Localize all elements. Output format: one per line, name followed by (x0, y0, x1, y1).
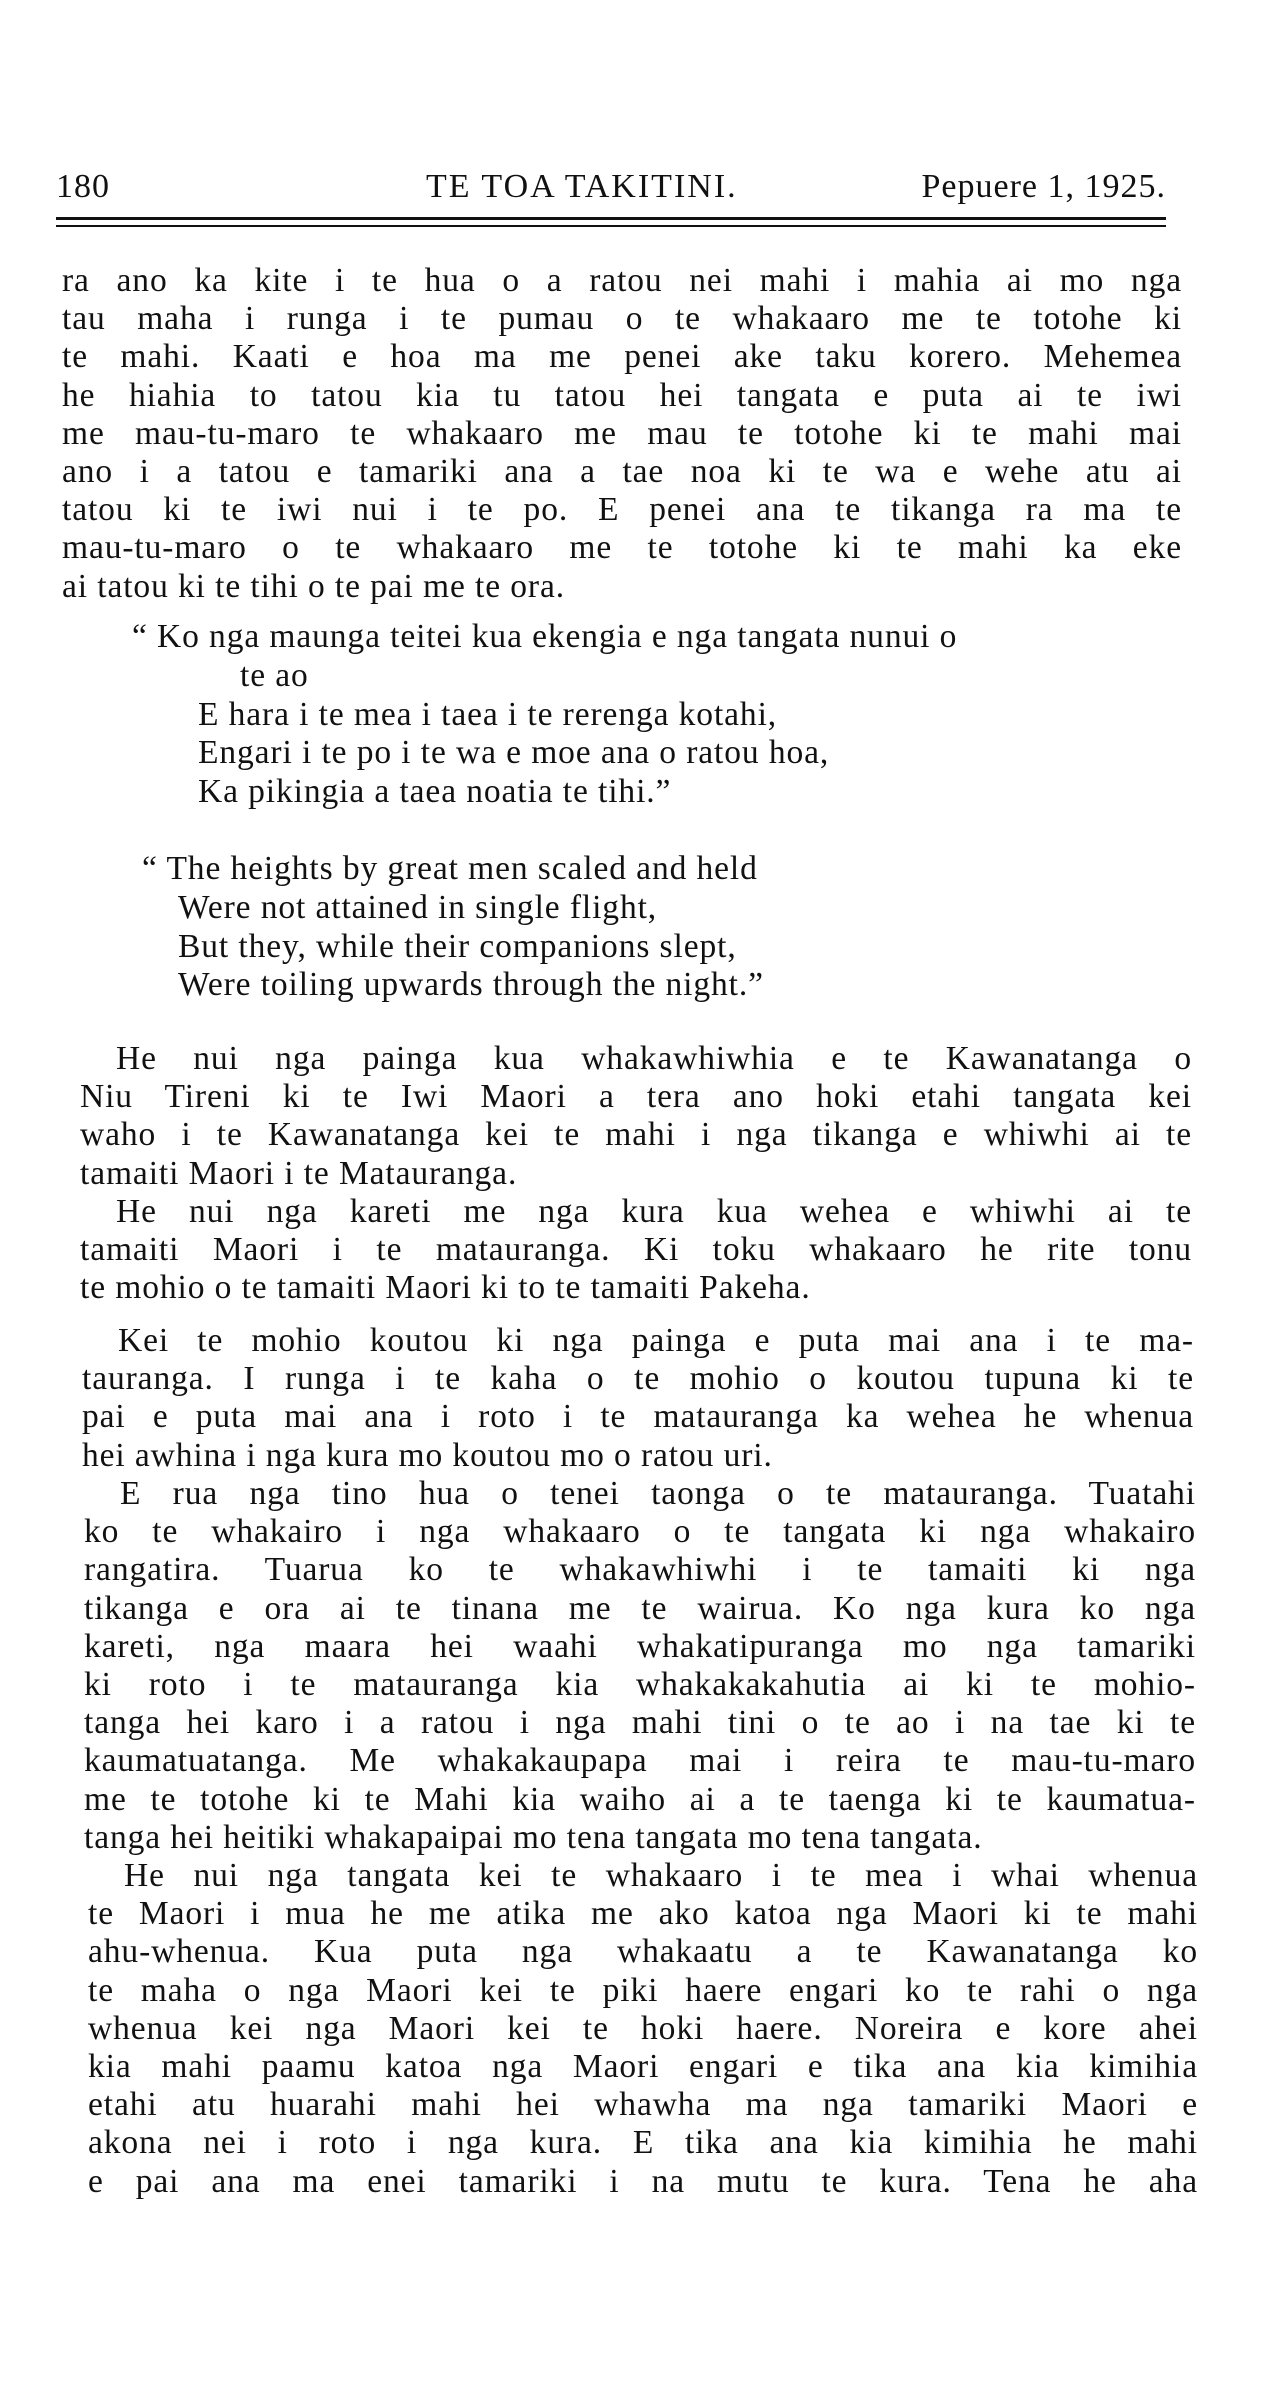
text-line: akona nei i roto i nga kura. E tika ana kia kimihia he mahi (88, 2124, 1198, 2162)
verse-line: But they, while their companions slept, (178, 927, 737, 965)
text-line: tanga hei heitiki whakapaipai mo tena tangata mo tena tangata. (84, 1818, 983, 1856)
maori-verse (132, 618, 957, 812)
text-line: Niu Tireni ki te Iwi Maori a tera ano hoki etahi tangata kei (80, 1078, 1192, 1116)
text-line: Kei te mohio koutou ki nga painga e puta mai ana i te ma- (118, 1322, 1194, 1359)
page-number: 180 (56, 168, 110, 205)
verse-line: “ Ko nga maunga teitei kua ekengia e nga tangata nunui o (132, 618, 958, 655)
text-line: ahu-whenua. Kua puta nga whakaatu a te Kawanatanga ko (88, 1933, 1198, 1971)
text-line: etahi atu huarahi mahi hei whawha ma nga tamariki Maori e (88, 2086, 1198, 2124)
text-line: ki roto i te matauranga kia whakakakahutia ai ki te mohio- (84, 1666, 1196, 1704)
paragraph-4 (84, 1475, 1196, 1857)
text-line: He nui nga tangata kei te whakaaro i te mea i whai whenua (124, 1857, 1198, 1894)
paragraph-3 (82, 1322, 1194, 1475)
text-line: tau maha i runga i te pumau o te whakaaro me te totohe ki (62, 300, 1182, 338)
text-line: kia mahi paamu katoa nga Maori engari e tika ana kia kimihia (88, 2048, 1198, 2086)
text-line: waho i te Kawanatanga kei te mahi i nga tikanga e whiwhi ai te (80, 1116, 1192, 1154)
issue-date: Pepuere 1, 1925. (921, 168, 1166, 205)
text-line: hei awhina i nga kura mo koutou mo o ratou uri. (82, 1436, 773, 1474)
verse-line: Were toiling upwards through the night.” (178, 966, 764, 1004)
verse-line: Were not attained in single flight, (178, 888, 658, 926)
text-line: tikanga e ora ai te tinana me te wairua. Ko nga kura ko nga (84, 1589, 1196, 1627)
paragraph-2 (80, 1193, 1192, 1308)
text-line: tanga hei karo i a ratou i nga mahi tini o te ao i na tae ki te (84, 1704, 1196, 1742)
text-line: ko te whakairo i nga whakaaro o te tangata ki nga whakairo (84, 1513, 1196, 1551)
text-line: E rua nga tino hua o tenei taonga o te matauranga. Tuatahi (120, 1475, 1196, 1512)
paragraph-1 (80, 1040, 1192, 1193)
text-line: e pai ana ma enei tamariki i na mutu te kura. Tena he aha (88, 2162, 1198, 2200)
opening-paragraph (62, 262, 1182, 606)
publication-title: TE TOA TAKITINI. (426, 168, 738, 205)
text-line: te maha o nga Maori kei te piki haere engari ko te rahi o nga (88, 1971, 1198, 2009)
text-line: He nui nga painga kua whakawhiwhia e te Kawanatanga o (116, 1040, 1192, 1077)
text-line: kaumatuatanga. Me whakakaupapa mai i reira te mau-tu-maro (84, 1742, 1196, 1780)
page-header (56, 168, 1166, 208)
verse-line: E hara i te mea i taea i te rerenga kotahi, (198, 695, 778, 733)
text-line: pai e puta mai ana i roto i te matauranga ka wehea he whenua (82, 1398, 1194, 1436)
header-rule-thick (56, 217, 1166, 220)
text-line: mau-tu-maro o te whakaaro me te totohe ki te mahi ka eke (62, 529, 1182, 567)
text-line: te mahi. Kaati e hoa ma me penei ake taku korero. Mehemea (62, 338, 1182, 376)
text-line: tamaiti Maori i te Matauranga. (80, 1154, 518, 1192)
english-verse (142, 850, 764, 1005)
text-line: rangatira. Tuarua ko te whakawhiwhi i te tamaiti ki nga (84, 1551, 1196, 1589)
text-line: He nui nga kareti me nga kura kua wehea e whiwhi ai te (116, 1193, 1192, 1230)
text-line: me mau-tu-maro te whakaaro me mau te totohe ki te mahi mai (62, 414, 1182, 452)
text-line: he hiahia to tatou kia tu tatou hei tangata e puta ai te iwi (62, 376, 1182, 414)
text-line: ai tatou ki te tihi o te pai me te ora. (62, 567, 566, 605)
text-line: te Maori i mua he me atika me ako katoa nga Maori ki te mahi (88, 1895, 1198, 1933)
text-line: ano i a tatou e tamariki ana a tae noa ki te wa e wehe atu ai (62, 453, 1182, 491)
text-line: kareti, nga maara hei waahi whakatipuranga mo nga tamariki (84, 1627, 1196, 1665)
header-rule-thin (56, 225, 1166, 227)
verse-line: “ The heights by great men scaled and held (142, 850, 758, 887)
text-line: te mohio o te tamaiti Maori ki to te tamaiti Pakeha. (80, 1269, 811, 1307)
text-line: whenua kei nga Maori kei te hoki haere. Noreira e kore ahei (88, 2009, 1198, 2047)
text-line: tatou ki te iwi nui i te po. E penei ana te tikanga ra ma te (62, 491, 1182, 529)
text-line: tauranga. I runga i te kaha o te mohio o koutou tupuna ki te (82, 1360, 1194, 1398)
paragraph-5 (88, 1857, 1198, 2201)
text-line: ra ano ka kite i te hua o a ratou nei mahi i mahia ai mo nga (62, 262, 1182, 299)
text-line: me te totohe ki te Mahi kia waiho ai a te taenga ki te kaumatua- (84, 1780, 1196, 1818)
verse-line: te ao (240, 656, 309, 694)
text-line: tamaiti Maori i te matauranga. Ki toku whakaaro he rite tonu (80, 1231, 1192, 1269)
verse-line: Engari i te po i te wa e moe ana o ratou hoa, (198, 734, 830, 772)
verse-line: Ka pikingia a taea noatia te tihi.” (198, 773, 672, 811)
